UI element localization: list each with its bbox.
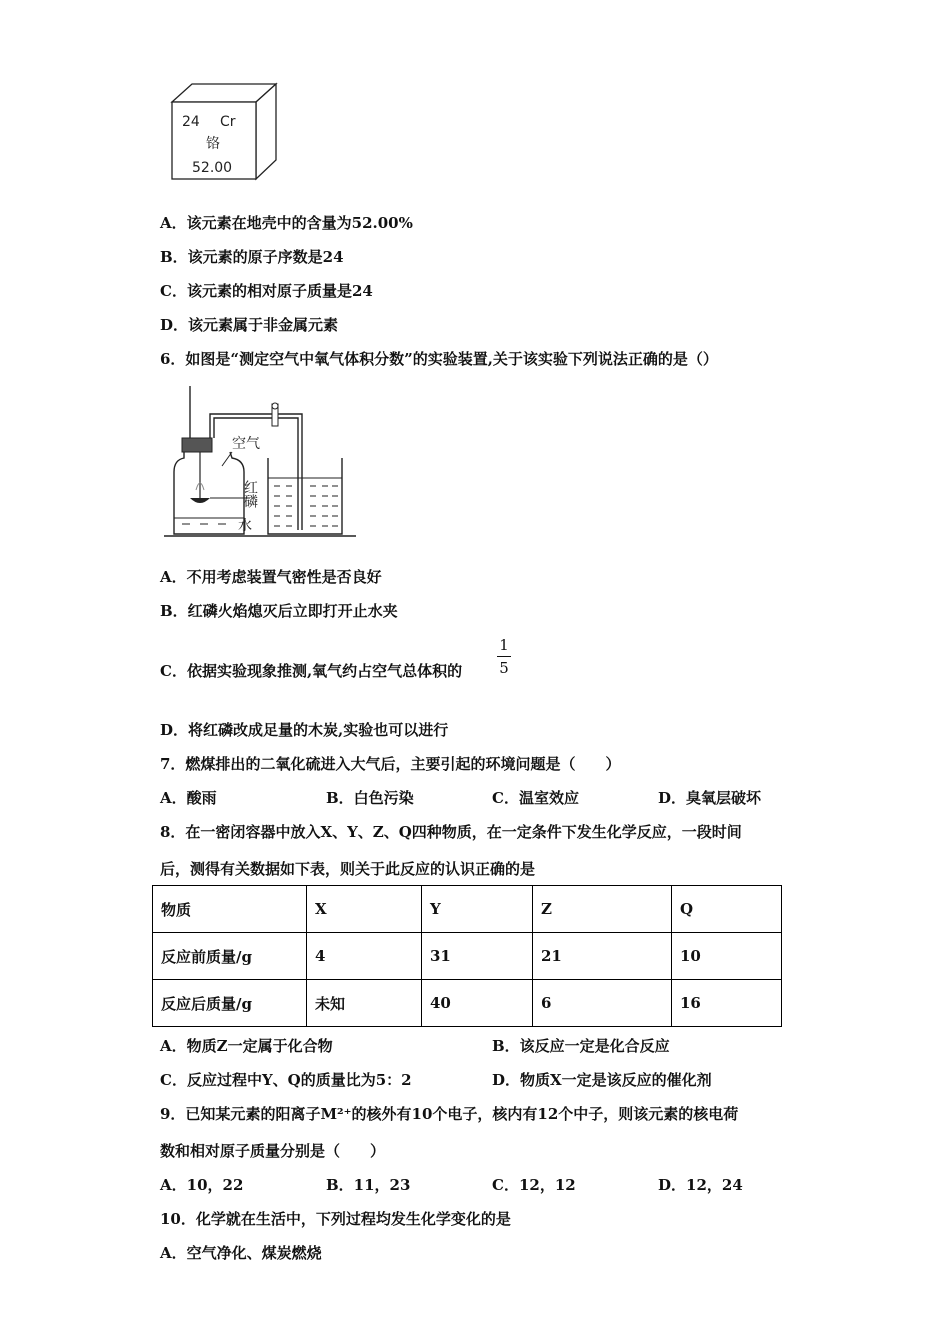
q5-option-b: B．该元素的原子序数是24 [160,248,344,266]
q9-option-b: B．11，23 [326,1176,411,1194]
table-header-cell: Y [422,886,533,933]
table-cell: 40 [422,980,533,1027]
q6-option-a: A．不用考虑装置气密性是否良好 [160,568,382,586]
element-number: 24 [182,114,200,130]
q5-option-d: D．该元素属于非金属元素 [160,316,339,334]
q8-option-d: D．物质X一定是该反应的催化剂 [492,1071,712,1089]
label-phosphorus: 红磷 [242,480,258,508]
table-cell: 未知 [307,980,422,1027]
q10-stem: 10．化学就在生活中，下列过程均发生化学变化的是 [160,1210,511,1228]
table-row [153,980,782,1027]
table-cell: 4 [307,933,422,980]
q8-stem-line1: 8．在一密闭容器中放入X、Y、Z、Q四种物质，在一定条件下发生化学反应，一段时间 [160,823,742,841]
label-air: 空气 [232,436,260,452]
apparatus-diagram [160,380,360,540]
table-cell: 31 [422,933,533,980]
table-header-cell: X [307,886,422,933]
label-water: 水 [238,518,252,534]
q8-option-a: A．物质Z一定属于化合物 [160,1037,333,1055]
table-cell: 21 [533,933,672,980]
q9-option-a: A．10，22 [160,1176,244,1194]
q7-stem: 7．燃煤排出的二氧化硫进入大气后，主要引起的环境问题是（ ） [160,755,621,773]
q6-stem: 6．如图是“测定空气中氧气体积分数”的实验装置,关于该实验下列说法正确的是（） [160,350,718,368]
table-cell: 6 [533,980,672,1027]
q7-option-d: D．臭氧层破坏 [658,789,762,807]
q8-option-c: C．反应过程中Y、Q的质量比为5：2 [160,1071,412,1089]
table-row [153,933,782,980]
fraction-bar [497,656,511,657]
q5-option-c: C．该元素的相对原子质量是24 [160,282,373,300]
element-symbol: Cr [220,114,236,130]
q9-stem-line1: 9．已知某元素的阳离子M²⁺的核外有10个电子，核内有12个中子，则该元素的核电荷 [160,1105,739,1123]
q6-option-c: C．依据实验现象推测,氧气约占空气总体积的 [160,662,463,680]
table-header-cell: Q [672,886,782,933]
table-cell: 反应前质量/g [153,933,307,980]
table-header-cell: 物质 [153,886,307,933]
element-mass: 52.00 [192,160,233,176]
element-card-figure [168,82,278,184]
q7-option-c: C．温室效应 [492,789,579,807]
table-cell: 反应后质量/g [153,980,307,1027]
fraction-denominator: 5 [499,659,509,677]
q9-option-c: C．12，12 [492,1176,576,1194]
q10-option-a: A．空气净化、煤炭燃烧 [160,1244,322,1262]
table-header-cell: Z [533,886,672,933]
q8-stem-line2: 后，测得有关数据如下表，则关于此反应的认识正确的是 [160,860,536,878]
mass-table [152,885,782,1027]
q9-option-d: D．12，24 [658,1176,743,1194]
q6-option-b: B．红磷火焰熄灭后立即打开止水夹 [160,602,398,620]
fraction-one-fifth [497,636,511,677]
fraction-numerator: 1 [499,636,509,654]
q5-option-a: A．该元素在地壳中的含量为52.00% [160,214,413,232]
table-cell: 16 [672,980,782,1027]
q6-option-d: D．将红磷改成足量的木炭,实验也可以进行 [160,721,449,739]
q9-stem-line2: 数和相对原子质量分别是（ ） [160,1142,386,1160]
table-header-row [153,886,782,933]
q7-option-b: B．白色污染 [326,789,414,807]
table-cell: 10 [672,933,782,980]
element-name: 铬 [206,136,220,152]
q8-option-b: B．该反应一定是化合反应 [492,1037,670,1055]
q7-option-a: A．酸雨 [160,789,217,807]
